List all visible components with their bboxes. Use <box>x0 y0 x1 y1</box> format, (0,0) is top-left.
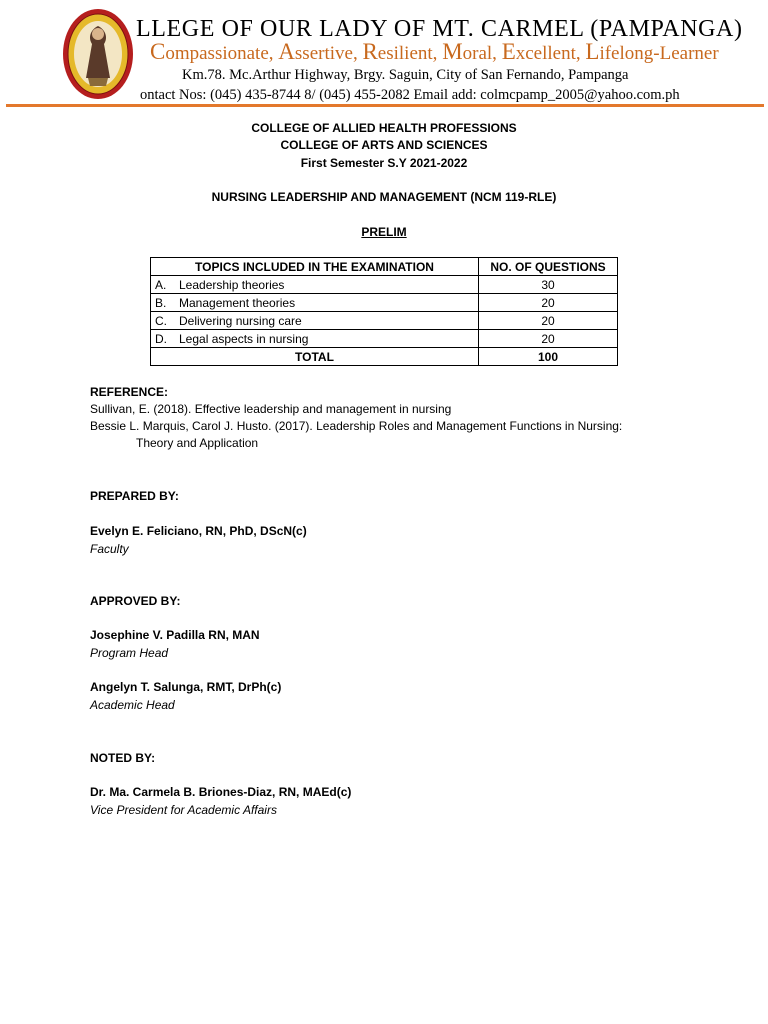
topics-table <box>150 257 618 366</box>
topic-cell <box>151 330 479 348</box>
noter-name: Dr. Ma. Carmela B. Briones-Diaz, RN, MAEd(c) <box>90 785 352 799</box>
table-row <box>151 294 618 312</box>
topic-letter: D. <box>155 331 167 346</box>
approver-name: Angelyn T. Salunga, RMT, DrPh(c) <box>90 680 282 694</box>
motto-initial: M <box>442 39 463 64</box>
topic-cell <box>151 276 479 294</box>
motto-initial: L <box>585 39 600 64</box>
college-seal-logo <box>62 8 134 100</box>
preparer-role: Faculty <box>90 542 129 556</box>
motto-initial: R <box>362 39 378 64</box>
topic-label: Leadership theories <box>179 277 285 292</box>
reference-label: REFERENCE: <box>90 385 169 399</box>
approver-name: Josephine V. Padilla RN, MAN <box>90 628 260 642</box>
question-count: 20 <box>479 312 618 330</box>
prepared-by-label: PREPARED BY: <box>90 489 179 503</box>
topic-letter: A. <box>155 277 167 292</box>
institution-name: LLEGE OF OUR LADY OF MT. CARMEL (PAMPANGA) <box>136 16 743 42</box>
table-row <box>151 276 618 294</box>
motto-initial: C <box>150 39 166 64</box>
noter-role: Vice President for Academic Affairs <box>90 803 277 817</box>
topics-header: TOPICS INCLUDED IN THE EXAMINATION <box>151 258 479 276</box>
contact-line: ontact Nos: (045) 435-8744 8/ (045) 455-2082 Email add: colmcpamp_2005@yahoo.com.ph <box>140 87 680 103</box>
semester-title: First Semester S.Y 2021-2022 <box>300 156 468 170</box>
motto-word: esilient, <box>377 43 443 64</box>
motto-initial: E <box>501 39 516 64</box>
college-title-1: COLLEGE OF ALLIED HEALTH PROFESSIONS <box>251 121 517 135</box>
motto-word: oral, <box>462 43 502 64</box>
reference-section <box>90 384 622 452</box>
topic-letter: C. <box>155 313 167 328</box>
total-label: TOTAL <box>151 348 479 366</box>
question-count: 30 <box>479 276 618 294</box>
topic-label: Delivering nursing care <box>179 313 302 328</box>
approved-by-label: APPROVED BY: <box>90 594 181 608</box>
question-count: 20 <box>479 294 618 312</box>
table-row <box>151 330 618 348</box>
noted-by-label: NOTED BY: <box>90 751 156 765</box>
topic-label: Legal aspects in nursing <box>179 331 309 346</box>
reference-item: Bessie L. Marquis, Carol J. Husto. (2017). Leadership Roles and Management Functions in Nursing: <box>90 419 623 433</box>
table-total-row <box>151 348 618 366</box>
motto-word: xcellent, <box>515 43 586 64</box>
topic-cell <box>151 312 479 330</box>
motto-word: ompassionate, <box>165 43 279 64</box>
exam-title: PRELIM <box>361 225 407 239</box>
address-line: Km.78. Mc.Arthur Highway, Brgy. Saguin, City of San Fernando, Pampanga <box>182 67 629 83</box>
preparer-name: Evelyn E. Feliciano, RN, PhD, DScN(c) <box>90 524 307 538</box>
course-title: NURSING LEADERSHIP AND MANAGEMENT (NCM 119-RLE) <box>211 190 557 204</box>
motto-initial: A <box>278 39 295 64</box>
question-count: 20 <box>479 330 618 348</box>
motto <box>150 41 719 65</box>
topic-label: Management theories <box>179 295 296 310</box>
approver-role: Program Head <box>90 646 169 660</box>
college-title-2: COLLEGE OF ARTS AND SCIENCES <box>280 138 488 152</box>
motto-word: ssertive, <box>294 43 363 64</box>
approver-role: Academic Head <box>90 698 175 712</box>
total-value: 100 <box>479 348 618 366</box>
motto-word: ifelong-Learner <box>599 43 719 64</box>
header-divider <box>6 104 764 107</box>
reference-item-continued: Theory and Application <box>136 436 259 450</box>
questions-header: NO. OF QUESTIONS <box>479 258 618 276</box>
reference-item: Sullivan, E. (2018). Effective leadership and management in nursing <box>90 402 452 416</box>
table-row <box>151 312 618 330</box>
topic-cell <box>151 294 479 312</box>
table-header-row <box>151 258 618 276</box>
topic-letter: B. <box>155 295 167 310</box>
